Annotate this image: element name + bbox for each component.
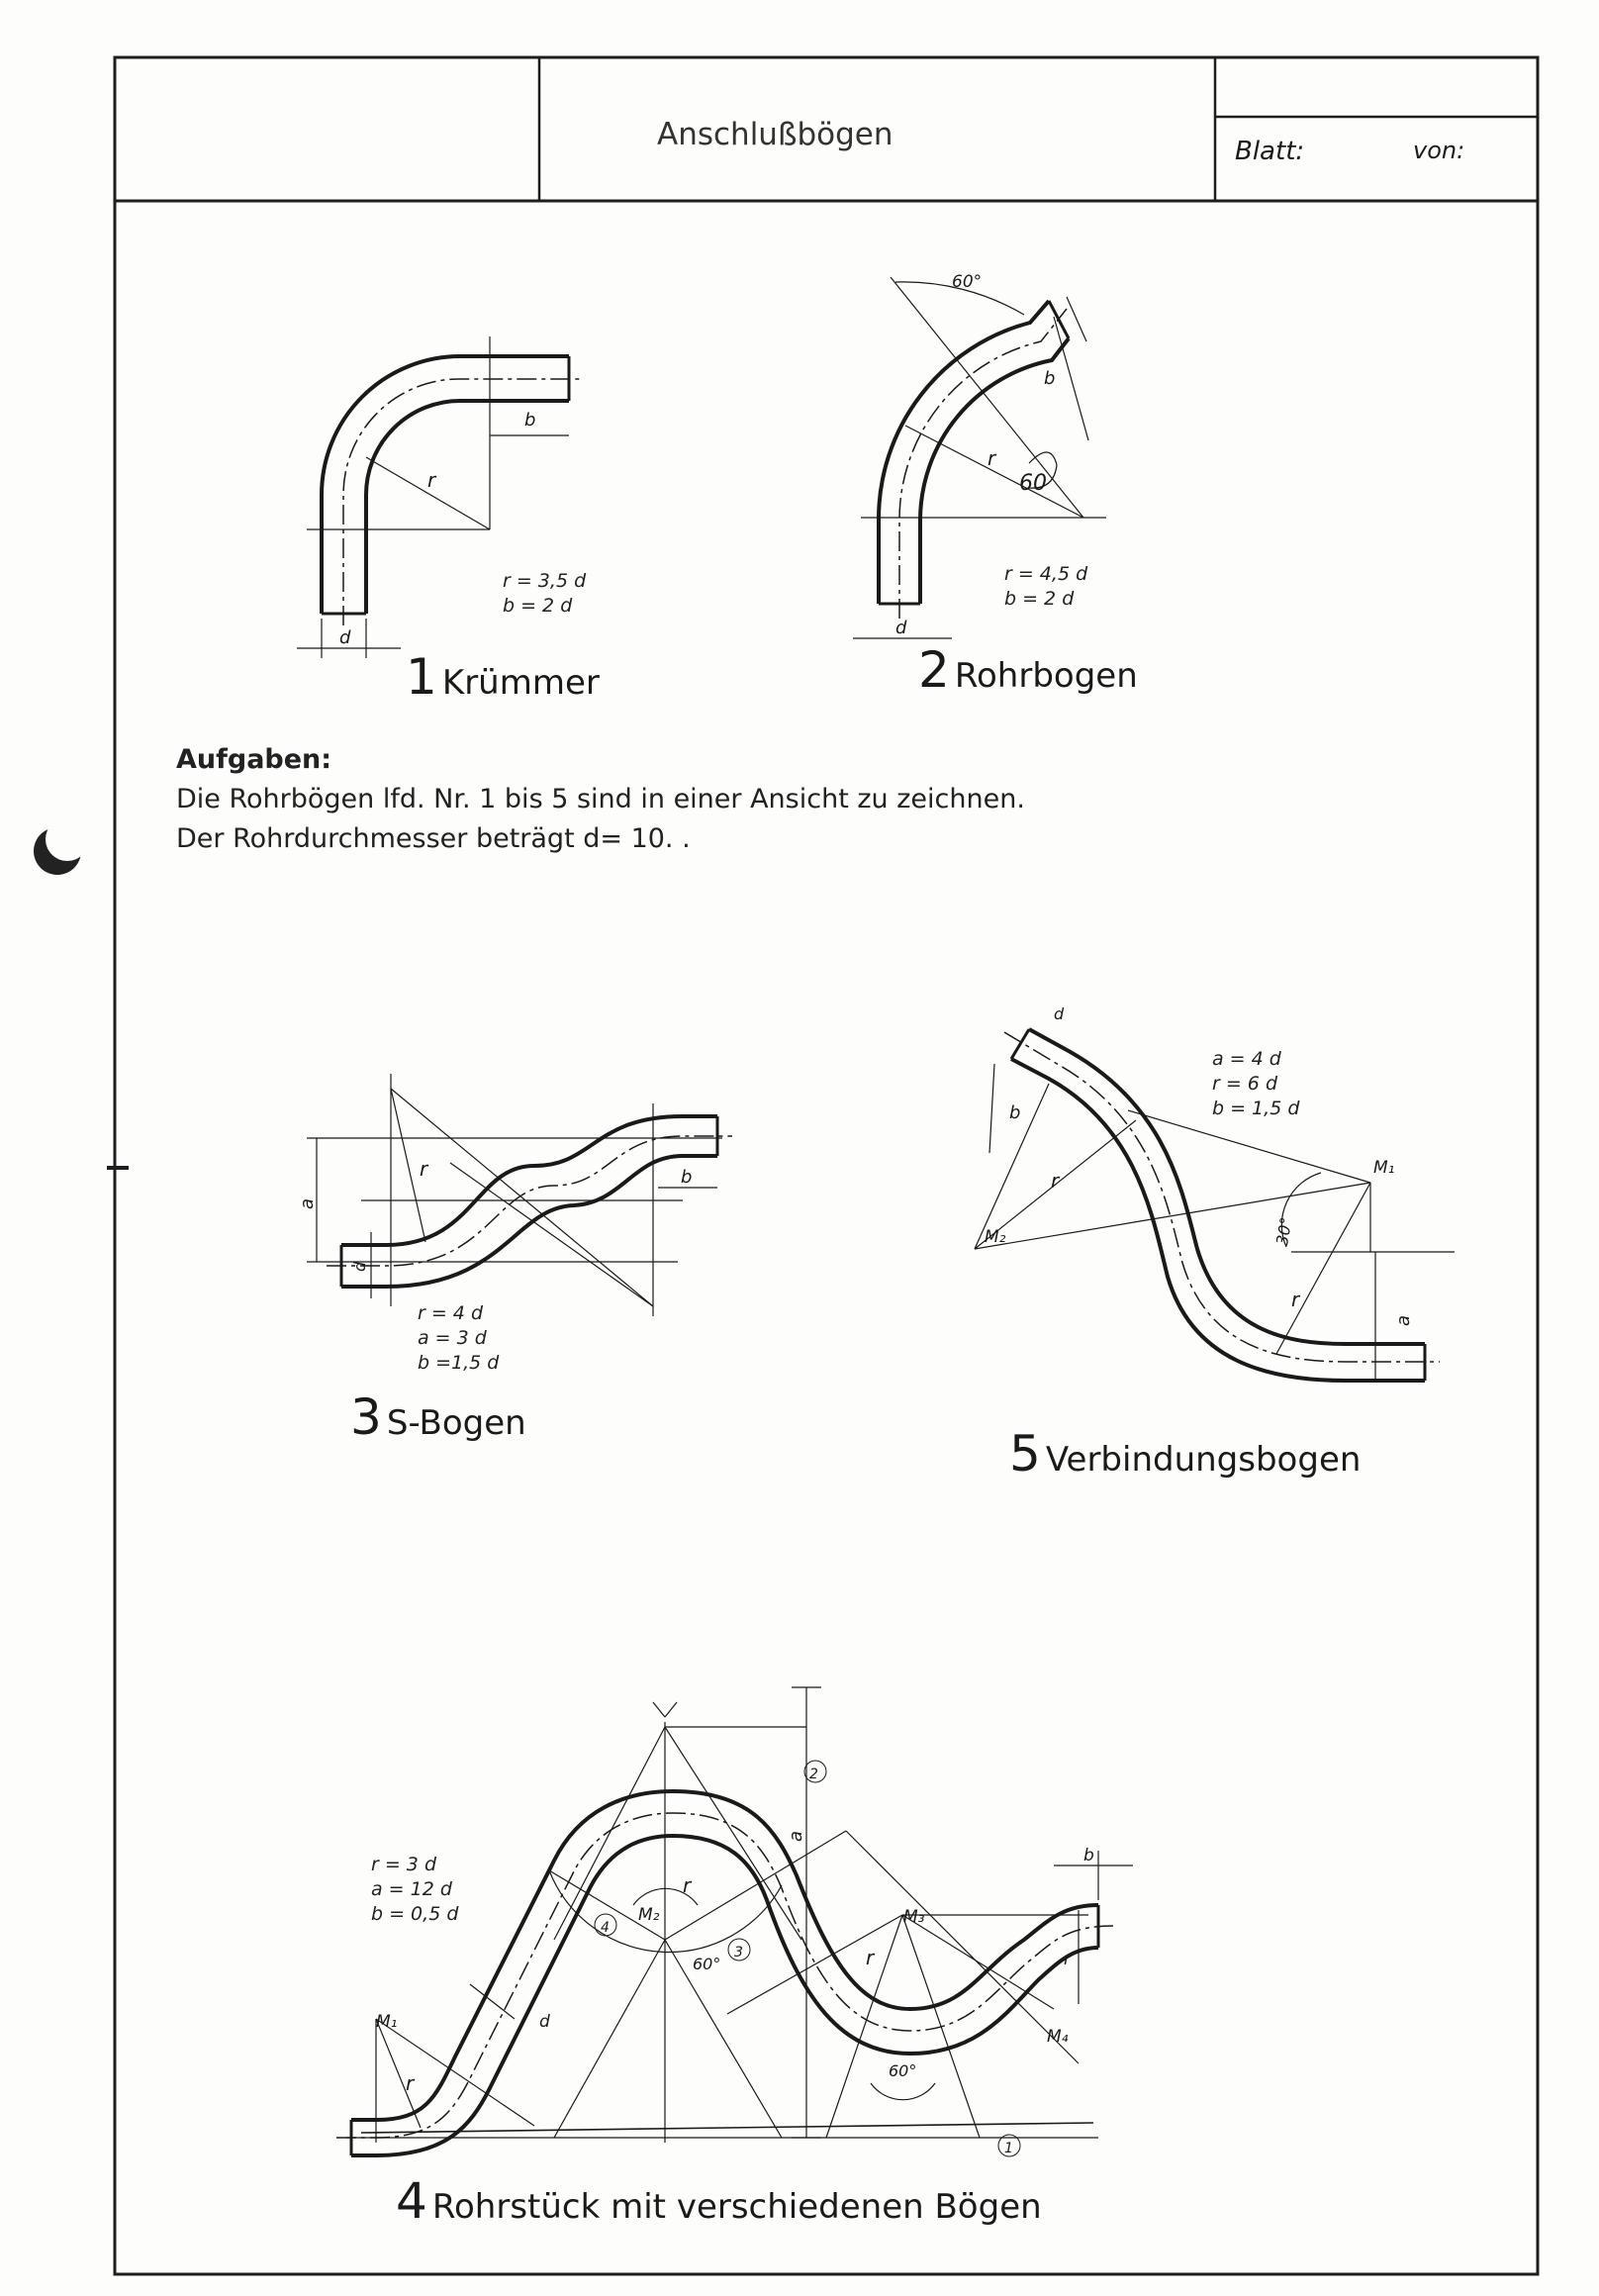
figure-3-caption: 3 S-Bogen bbox=[350, 1388, 526, 1446]
figure-4-params: r = 3 d a = 12 d b = 0,5 d bbox=[371, 1854, 459, 1925]
task-line-1: Die Rohrbögen lfd. Nr. 1 bis 5 sind in einer Ansicht zu zeichnen. bbox=[176, 784, 1025, 814]
svg-text:3: 3 bbox=[734, 1945, 743, 1961]
svg-text:r: r bbox=[866, 1946, 875, 1969]
svg-text:d: d bbox=[1054, 1004, 1065, 1023]
svg-text:2: 2 bbox=[809, 1767, 818, 1782]
figure-2-caption: 2 Rohrbogen bbox=[918, 641, 1138, 699]
svg-text:M₂: M₂ bbox=[985, 1227, 1006, 1247]
svg-text:r: r bbox=[1064, 1950, 1071, 1969]
figure-4-caption: 4 Rohrstück mit verschiedenen Bögen bbox=[396, 2172, 1042, 2230]
figure-1-caption: 1 Krümmer bbox=[406, 648, 600, 706]
figure-5-params: a = 4 d r = 6 d b = 1,5 d bbox=[1212, 1048, 1300, 1119]
sheet-of-label: von: bbox=[1413, 137, 1465, 164]
svg-text:M₁: M₁ bbox=[376, 2012, 398, 2032]
figure-2-params: r = 4,5 d b = 2 d bbox=[1004, 563, 1088, 610]
svg-text:4: 4 bbox=[601, 1920, 610, 1936]
svg-text:r: r bbox=[988, 446, 996, 470]
svg-text:d: d bbox=[895, 618, 907, 638]
figure-3-s-bogen bbox=[307, 1074, 732, 1316]
svg-text:M₂: M₂ bbox=[638, 1905, 660, 1925]
svg-text:a: a bbox=[1393, 1314, 1414, 1326]
svg-text:r: r bbox=[683, 1873, 692, 1897]
svg-text:r: r bbox=[420, 1157, 428, 1181]
svg-text:b: b bbox=[524, 410, 536, 430]
svg-text:r: r bbox=[427, 468, 436, 492]
figure-5-labels bbox=[985, 1004, 1414, 1326]
svg-text:b: b bbox=[681, 1167, 693, 1188]
svg-text:d: d bbox=[350, 1261, 369, 1272]
svg-text:a: a bbox=[786, 1830, 806, 1842]
task-heading: Aufgaben: bbox=[176, 744, 332, 775]
svg-text:b: b bbox=[1009, 1102, 1021, 1123]
svg-text:60°: 60° bbox=[952, 272, 983, 292]
svg-text:30°: 30° bbox=[1271, 1215, 1296, 1247]
svg-text:1: 1 bbox=[1004, 2141, 1013, 2156]
task-line-2: Der Rohrdurchmesser beträgt d= 10. . bbox=[176, 823, 691, 854]
svg-text:d: d bbox=[339, 627, 351, 648]
figure-5-caption: 5 Verbindungsbogen bbox=[1009, 1425, 1362, 1483]
figure-1-params: r = 3,5 d b = 2 d bbox=[503, 570, 587, 617]
figure-3-params: r = 4 d a = 3 d b =1,5 d bbox=[418, 1302, 500, 1374]
svg-text:r: r bbox=[1051, 1169, 1060, 1193]
svg-text:60°: 60° bbox=[693, 1955, 721, 1973]
svg-text:M₁: M₁ bbox=[1373, 1158, 1395, 1178]
sheet-number-label: Blatt: bbox=[1235, 137, 1305, 166]
svg-text:a: a bbox=[297, 1197, 318, 1209]
svg-text:60°: 60° bbox=[889, 2061, 917, 2080]
svg-text:r: r bbox=[1291, 1288, 1300, 1311]
svg-text:M₄: M₄ bbox=[1047, 2027, 1069, 2047]
svg-text:b: b bbox=[1044, 368, 1056, 389]
svg-text:b: b bbox=[1083, 1846, 1094, 1866]
task-text bbox=[176, 740, 1025, 859]
svg-text:60: 60 bbox=[1019, 471, 1047, 496]
svg-text:r: r bbox=[406, 2071, 415, 2095]
svg-text:M₃: M₃ bbox=[903, 1907, 925, 1927]
svg-text:d: d bbox=[539, 2012, 550, 2032]
sheet-title: Anschlußbögen bbox=[657, 117, 894, 152]
